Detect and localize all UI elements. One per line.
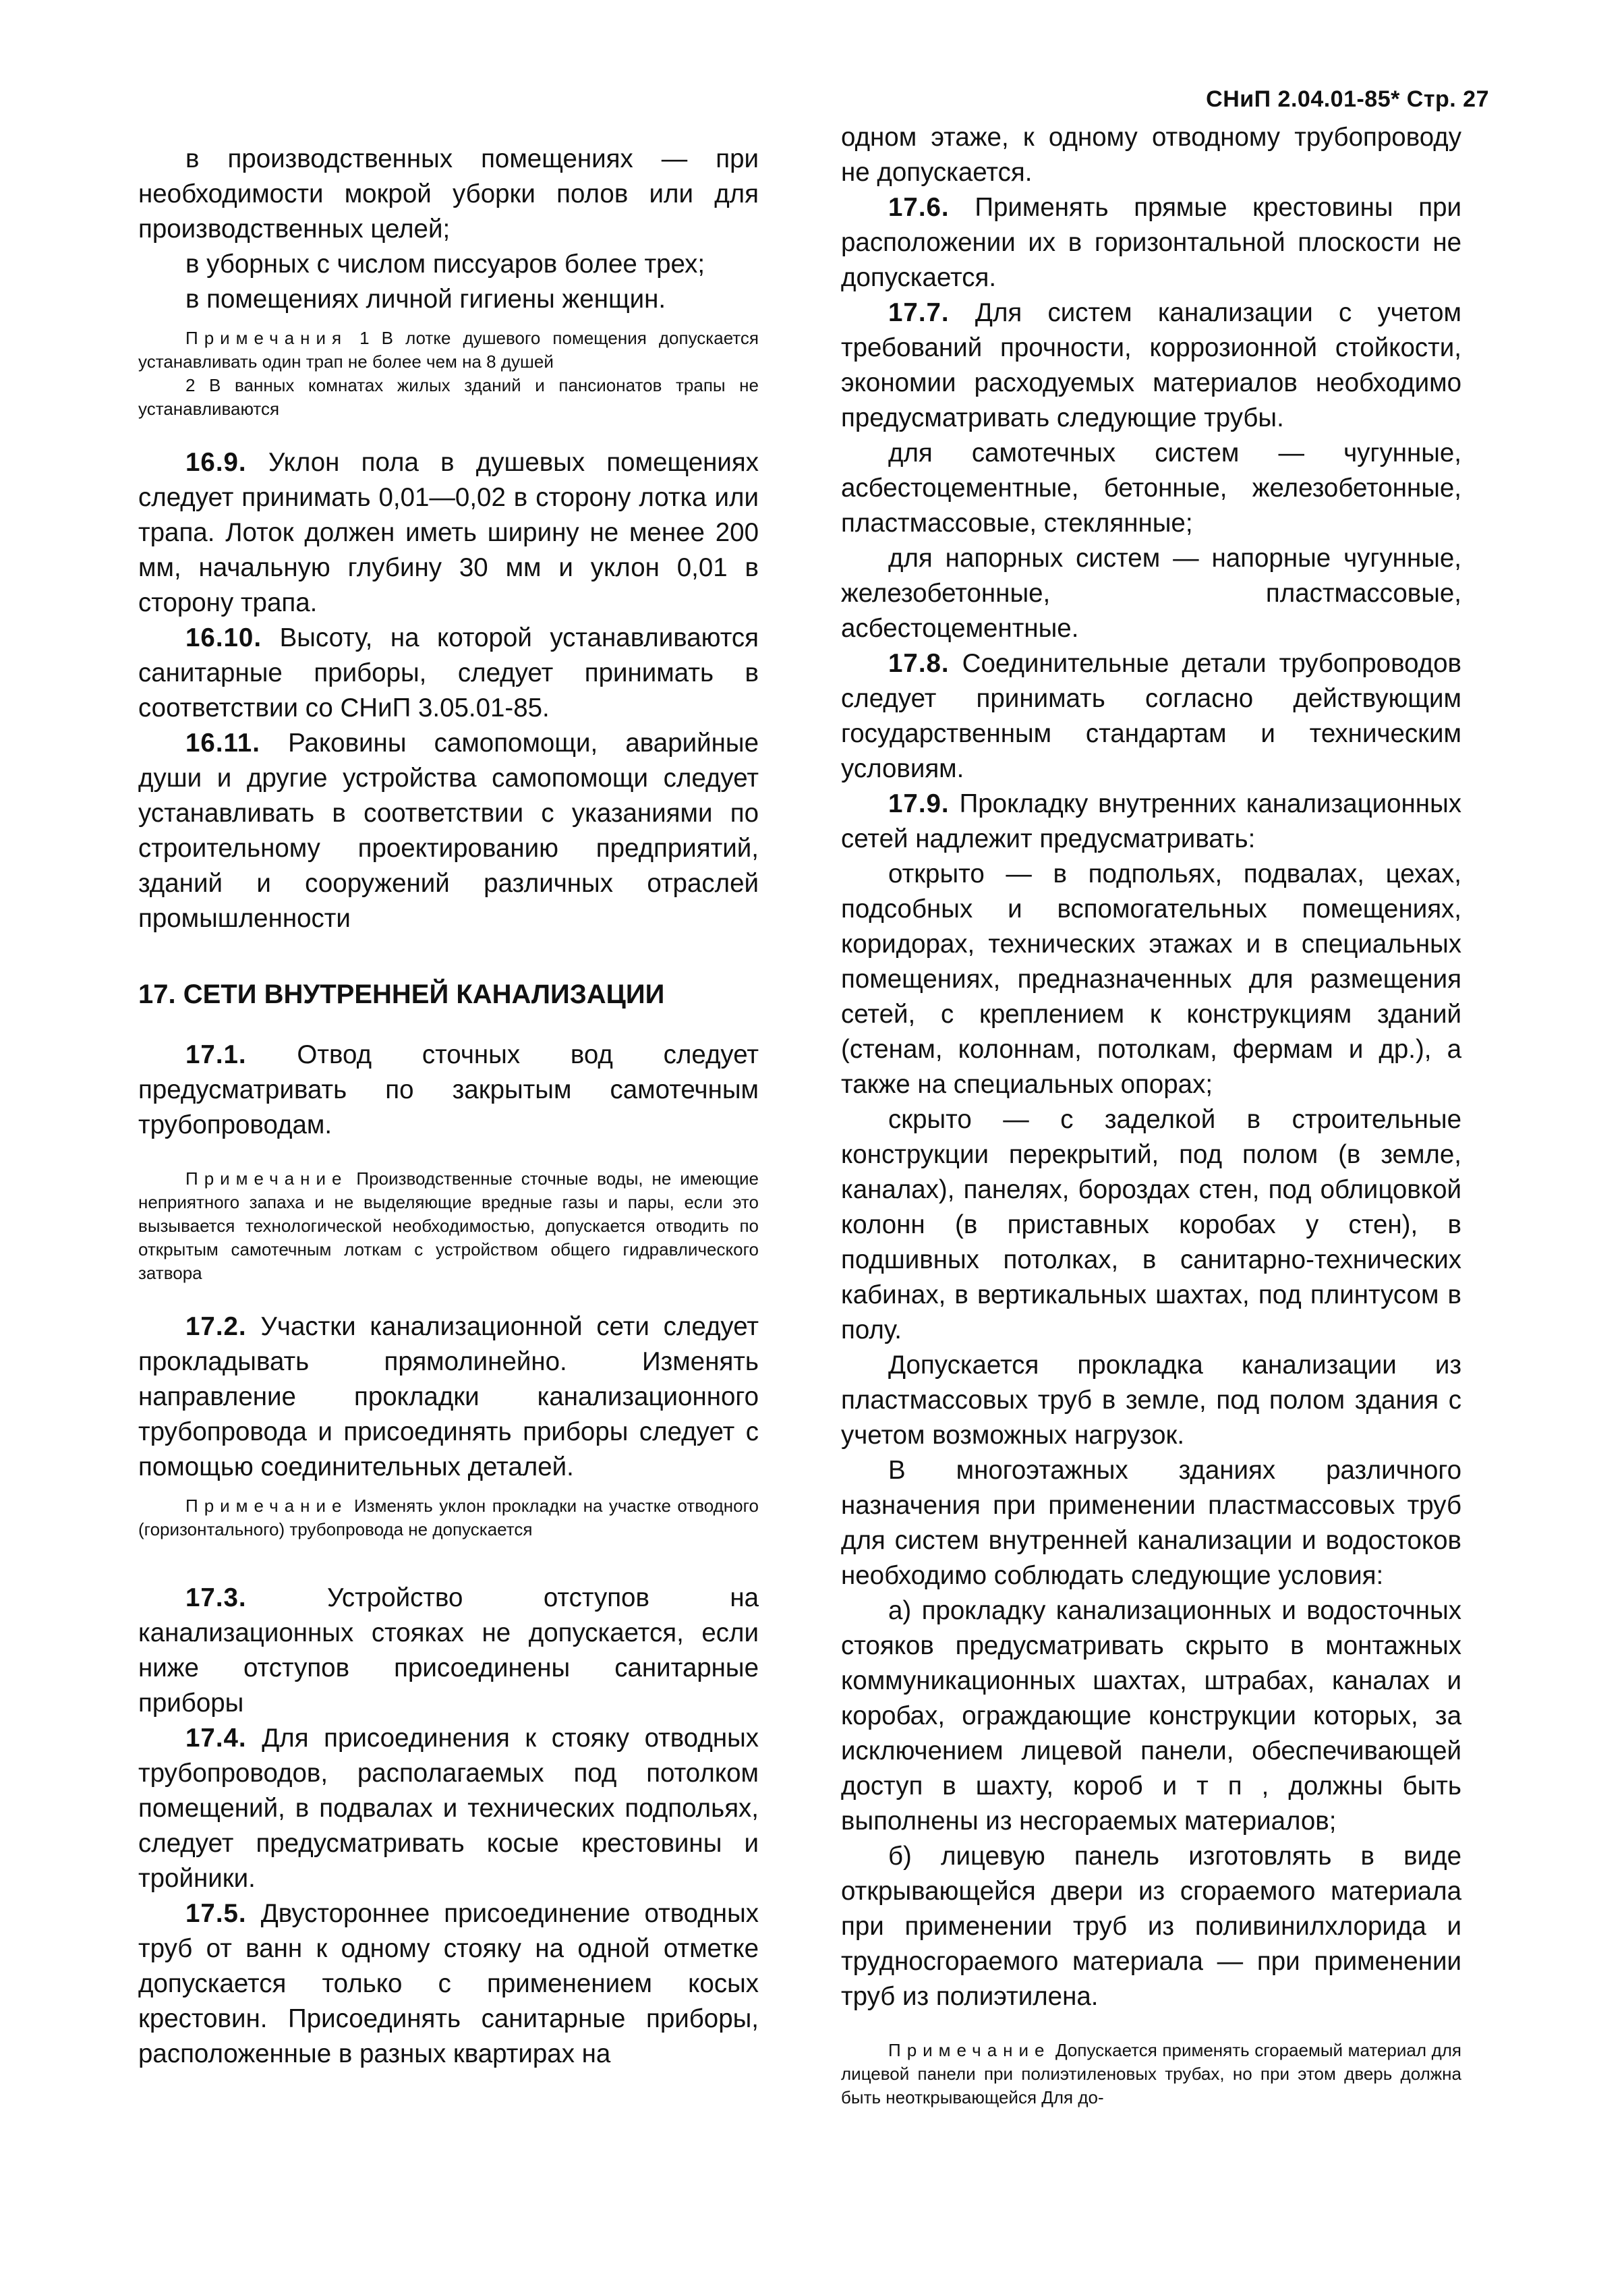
section-number: 17.8.: [888, 649, 950, 678]
section-number: 16.11.: [185, 729, 260, 758]
note: [138, 1167, 759, 1285]
section-17-4: [138, 1721, 759, 1896]
paragraph: б) лицевую панель изготовлять в виде открывающейся двери из сгораемого материала при применении труб из поливинилхлорида и трудносгораемого материала — при применении труб из полиэтилена.: [841, 1842, 1461, 2011]
section-17-2: [138, 1309, 759, 1485]
paragraph: открыто — в подпольях, подвалах, цехах, подсобных и вспомогательных помещениях, коридорах, технических этажах и в специальных помещениях, предназначенных для размещения сетей, с креплением к конструкциям зданий (стенам, колоннам, потолкам, фермам и др.), а также на специальных опорах;: [841, 859, 1461, 1099]
section-text: Прокладку внутренних канализационных сетей надлежит предусматривать:: [841, 789, 1461, 853]
section-16-9: [138, 445, 759, 621]
paragraph: для напорных систем — напорные чугунные, железобетонные, пластмассовые, асбестоцементные.: [841, 544, 1461, 643]
paragraph: одном этаже, к одному отводному трубопроводу не допускается.: [841, 123, 1461, 187]
note-label: Примечание: [185, 1168, 348, 1189]
section-text: Уклон пола в душевых помещениях следует принимать 0,01—0,02 в сторону лотка или трапа. Лоток должен иметь ширину не менее 200 мм, начальную глубину 30 мм и уклон 0,01 в сторону трапа.: [138, 448, 759, 617]
section-number: 17.6.: [888, 193, 950, 222]
left-column: [138, 142, 759, 2072]
paragraph: в производственных помещениях — при необходимости мокрой уборки полов или для производственных целей;: [138, 144, 759, 244]
note: [841, 2039, 1461, 2109]
section-text: Соединительные детали трубопроводов следует принимать согласно действующим государственным стандартам и техническим условиям.: [841, 649, 1461, 783]
section-text: Устройство отступов на канализационных стояках не допускается, если ниже отступов присоединены санитарные приборы: [138, 1583, 759, 1718]
section-16-11: [138, 726, 759, 936]
section-number: 17.7.: [888, 298, 950, 327]
section-number: 17.5.: [185, 1899, 247, 1928]
section-number: 17.3.: [185, 1583, 247, 1612]
section-text: Двустороннее присоединение отводных труб от ванн к одному стояку на одной отметке допускается только с применением косых крестовин. Присоединять санитарные приборы, расположенные в разных квартирах на: [138, 1899, 759, 2068]
section-17-3: [138, 1581, 759, 1721]
section-text: Применять прямые крестовины при расположении их в горизонтальной плоскости не допускается.: [841, 193, 1461, 292]
note: 2 В ванных комнатах жилых зданий и пансионатов трапы не устанавливаются: [138, 375, 759, 419]
note-text: Производственные сточные воды, не имеющие неприятного запаха и не выделяющие вредные газы и пары, если это вызывается технологической необходимостью, допускается отводить по открытым самотечным лоткам с устройством общего гидравлического затвора: [138, 1168, 759, 1283]
note: [138, 327, 759, 374]
paragraph: В многоэтажных зданиях различного назначения при применении пластмассовых труб для систем внутренней канализации и водостоков необходимо соблюдать следующие условия:: [841, 1456, 1461, 1590]
section-text: Высоту, на которой устанавливаются санитарные приборы, следует принимать в соответствии со СНиП 3.05.01-85.: [138, 623, 759, 722]
paragraph: скрыто — с заделкой в строительные конструкции перекрытий, под полом (в земле, каналах), панелях, бороздах стен, под облицовкой колонн (в приставных коробах у стен), в подшивных потолках, в санитарно-технических кабинах, в вертикальных шахтах, под плинтусом в полу.: [841, 1105, 1461, 1344]
section-text: Отвод сточных вод следует предусматривать по закрытым самотечным трубопроводам.: [138, 1040, 759, 1139]
paragraph: в уборных с числом писсуаров более трех;: [185, 250, 705, 279]
section-17-8: [841, 646, 1461, 787]
right-column: [841, 120, 1461, 2109]
section-17-5: [138, 1896, 759, 2072]
note-label: Примечание: [888, 2040, 1051, 2060]
section-text: Участки канализационной сети следует прокладывать прямолинейно. Изменять направление прокладки канализационного трубопровода и присоединять приборы следует с помощью соединительных деталей.: [138, 1312, 759, 1481]
note-text: Допускается применять сгораемый материал для лицевой панели при полиэтиленовых трубах, но при этом дверь должна быть неоткрывающейся Для до-: [841, 2040, 1461, 2107]
paragraph: а) прокладку канализационных и водосточных стояков предусматривать скрыто в монтажных коммуникационных шахтах, штрабах, каналах и коробах, ограждающие конструкции которых, за исключением лицевой панели, обеспечивающей доступ в шахту, короб и т п , должны быть выполнены из несгораемых материалов;: [841, 1596, 1461, 1836]
note-label: Примечания: [185, 328, 348, 348]
section-number: 16.9.: [185, 448, 247, 477]
section-number: 17.9.: [888, 789, 950, 818]
page-header: СНиП 2.04.01-85* Стр. 27: [1206, 86, 1489, 112]
paragraph: для самотечных систем — чугунные, асбестоцементные, бетонные, железобетонные, пластмассовые, стеклянные;: [841, 438, 1461, 538]
section-text: Раковины самопомощи, аварийные души и другие устройства самопомощи следует устанавливать в соответствии с указаниями по строительному проектированию предприятий, зданий и сооружений различных отраслей промышленности: [138, 729, 759, 933]
note-text: Изменять уклон прокладки на участке отводного (горизонтального) трубопровода не допускается: [138, 1496, 759, 1539]
note-label: Примечание: [185, 1496, 348, 1516]
section-heading: 17. СЕТИ ВНУТРЕННЕЙ КАНАЛИЗАЦИИ: [138, 980, 665, 1009]
section-text: Для систем канализации с учетом требований прочности, коррозионной стойкости, экономии расходуемых материалов необходимо предусматривать следующие трубы.: [841, 298, 1461, 432]
section-number: 17.4.: [185, 1724, 247, 1753]
section-17-1: [138, 1038, 759, 1143]
section-text: Для присоединения к стояку отводных трубопроводов, располагаемых под потолком помещений, в подвалах и технических подпольях, следует предусматривать косые крестовины и тройники.: [138, 1724, 759, 1893]
section-number: 17.1.: [185, 1040, 247, 1069]
section-17-6: [841, 190, 1461, 295]
section-16-10: [138, 621, 759, 726]
section-number: 17.2.: [185, 1312, 247, 1341]
section-17-9: [841, 787, 1461, 857]
section-number: 16.10.: [185, 623, 262, 652]
paragraph: в помещениях личной гигиены женщин.: [185, 285, 666, 314]
note: [138, 1494, 759, 1541]
section-17-7: [841, 295, 1461, 436]
note-text: 1 В лотке душевого помещения допускается устанавливать один трап не более чем на 8 душей: [138, 328, 759, 372]
paragraph: Допускается прокладка канализации из пластмассовых труб в земле, под полом здания с учетом возможных нагрузок.: [841, 1351, 1461, 1450]
